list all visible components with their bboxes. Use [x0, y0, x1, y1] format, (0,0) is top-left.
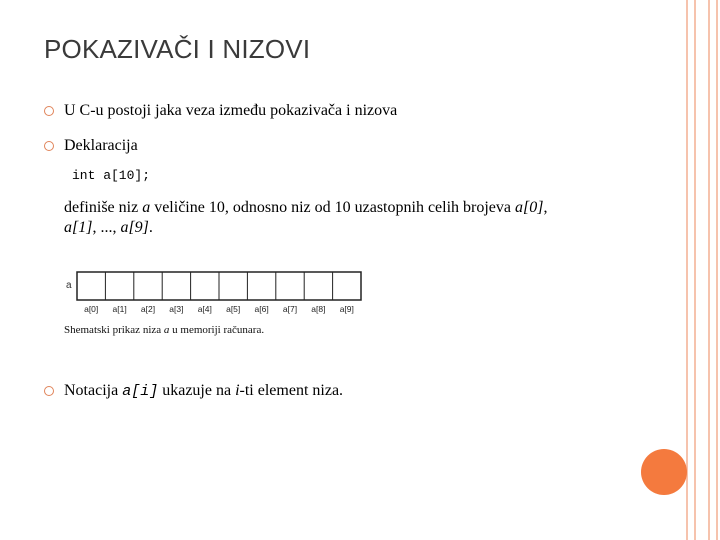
cell-label: a[5]: [226, 304, 241, 314]
paragraph-text: ,: [543, 199, 548, 216]
bullet-text-1: U C-u postoji jaka veza između pokazivača i nizova: [64, 102, 398, 119]
array-label: a: [66, 280, 72, 291]
bullet3-text: Notacija: [64, 382, 123, 399]
array-diagram: [60, 266, 370, 322]
definition-paragraph: [64, 198, 624, 238]
bullet-icon: [44, 141, 54, 151]
cell-label: a[0]: [84, 304, 99, 314]
cell-label: a[1]: [112, 304, 127, 314]
array-variable: a: [142, 199, 151, 216]
notation-code: a[i]: [122, 383, 159, 400]
caption-variable: a: [163, 324, 170, 336]
bullet3-text: ukazuje na: [158, 382, 236, 399]
cell-label: a[9]: [339, 304, 354, 314]
paragraph-text: .: [148, 219, 153, 236]
decoration-line-4: [716, 0, 718, 540]
cell-label: a[7]: [282, 304, 298, 314]
bullet3-text: -ti element niza.: [239, 382, 344, 399]
caption-text: u memoriji računara.: [169, 324, 265, 336]
paragraph-text: , ...,: [92, 219, 121, 236]
decoration-line-1: [686, 0, 688, 540]
cell-label: a[8]: [311, 304, 326, 314]
decoration-circle: [641, 449, 687, 495]
paragraph-text: veličine 10, odnosno niz od 10 uzastopnih celih brojeva: [150, 199, 516, 216]
cell-label: a[2]: [140, 304, 156, 314]
bullet-icon: [44, 386, 54, 396]
cell-label: a[3]: [169, 304, 184, 314]
decoration-line-3: [708, 0, 710, 540]
bullet-text-2: Deklaracija: [64, 137, 138, 154]
element-ref: a[0]: [515, 199, 544, 216]
index-variable: i: [235, 382, 240, 399]
diagram-caption: [64, 324, 264, 336]
code-declaration: int a[10];: [72, 168, 151, 183]
bullet-icon: [44, 106, 54, 116]
decoration-line-2: [694, 0, 696, 540]
element-ref: a[1]: [64, 219, 93, 236]
bullet-text-3: [64, 381, 343, 402]
element-ref: a[9]: [120, 219, 149, 236]
cell-label: a[6]: [254, 304, 269, 314]
cell-label: a[4]: [197, 304, 212, 314]
caption-text: Shematski prikaz niza: [64, 324, 164, 336]
paragraph-text: definiše niz: [64, 199, 143, 216]
page-title: POKAZIVAČI I NIZOVI: [44, 34, 311, 64]
